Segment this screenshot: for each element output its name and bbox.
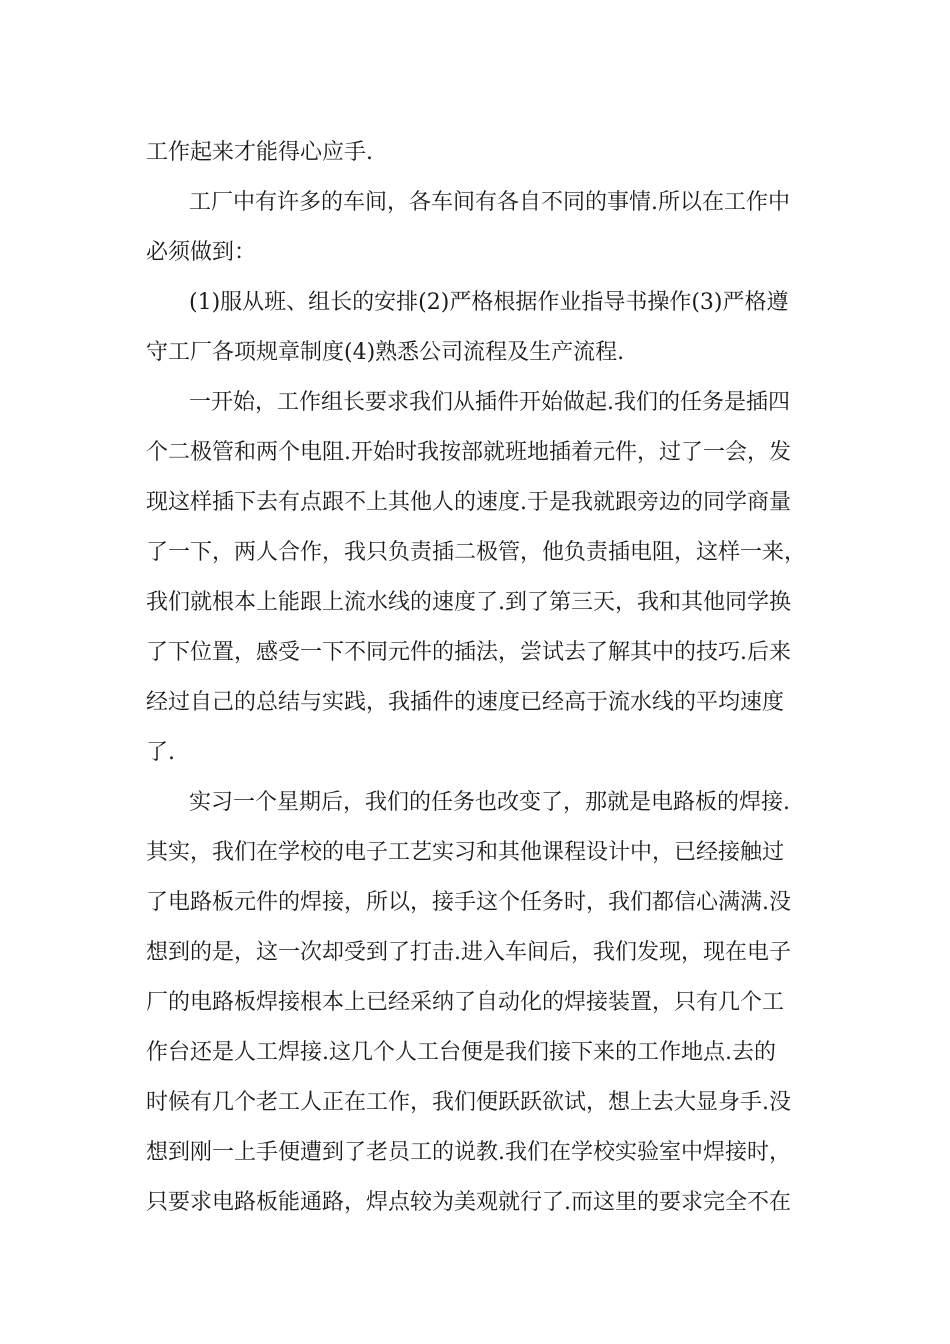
text-line: 只要求电路板能通路，焊点较为美观就行了.而这里的要求完全不在 — [146, 1190, 791, 1215]
text-line: 想到的是，这一次却受到了打击.进入车间后，我们发现，现在电子 — [146, 940, 791, 965]
text-line: 其实，我们在学校的电子工艺实习和其他课程设计中，已经接触过 — [146, 840, 785, 865]
text-line: 实习一个星期后，我们的任务也改变了，那就是电路板的焊接. — [189, 790, 790, 815]
text-line: 一开始，工作组长要求我们从插件开始做起.我们的任务是插四 — [189, 390, 790, 415]
text-line: 时候有几个老工人正在工作，我们便跃跃欲试，想上去大显身手.没 — [146, 1090, 791, 1115]
text-line: 工作起来才能得心应手. — [146, 140, 373, 165]
text-line: 作台还是人工焊接.这几个人工台便是我们接下来的工作地点.去的 — [146, 1040, 776, 1065]
text-line: 想到刚一上手便遭到了老员工的说教.我们在学校实验室中焊接时， — [146, 1140, 791, 1165]
text-line: 了. — [146, 740, 175, 765]
text-line: 了电路板元件的焊接，所以，接手这个任务时，我们都信心满满.没 — [146, 890, 791, 915]
text-line: 工厂中有许多的车间，各车间有各自不同的事情.所以在工作中 — [189, 190, 790, 215]
text-line: 了下位置，感受一下不同元件的插法，尝试去了解其中的技巧.后来 — [146, 640, 791, 665]
text-line: 经过自己的总结与实践，我插件的速度已经高于流水线的平均速度 — [146, 690, 785, 715]
text-line: 厂的电路板焊接根本上已经采纳了自动化的焊接装置，只有几个工 — [146, 990, 785, 1015]
text-line: 现这样插下去有点跟不上其他人的速度.于是我就跟旁边的同学商量 — [146, 490, 791, 515]
text-line: 个二极管和两个电阻.开始时我按部就班地插着元件，过了一会，发 — [146, 440, 791, 465]
text-line: 我们就根本上能跟上流水线的速度了.到了第三天，我和其他同学换 — [146, 590, 791, 615]
text-line: 守工厂各项规章制度(4)熟悉公司流程及生产流程. — [146, 340, 625, 365]
text-line: 必须做到： — [146, 240, 257, 265]
text-line: (1)服从班、组长的安排(2)严格根据作业指导书操作(3)严格遵 — [189, 290, 789, 315]
text-line: 了一下，两人合作，我只负责插二极管，他负责插电阻，这样一来， — [146, 540, 807, 565]
